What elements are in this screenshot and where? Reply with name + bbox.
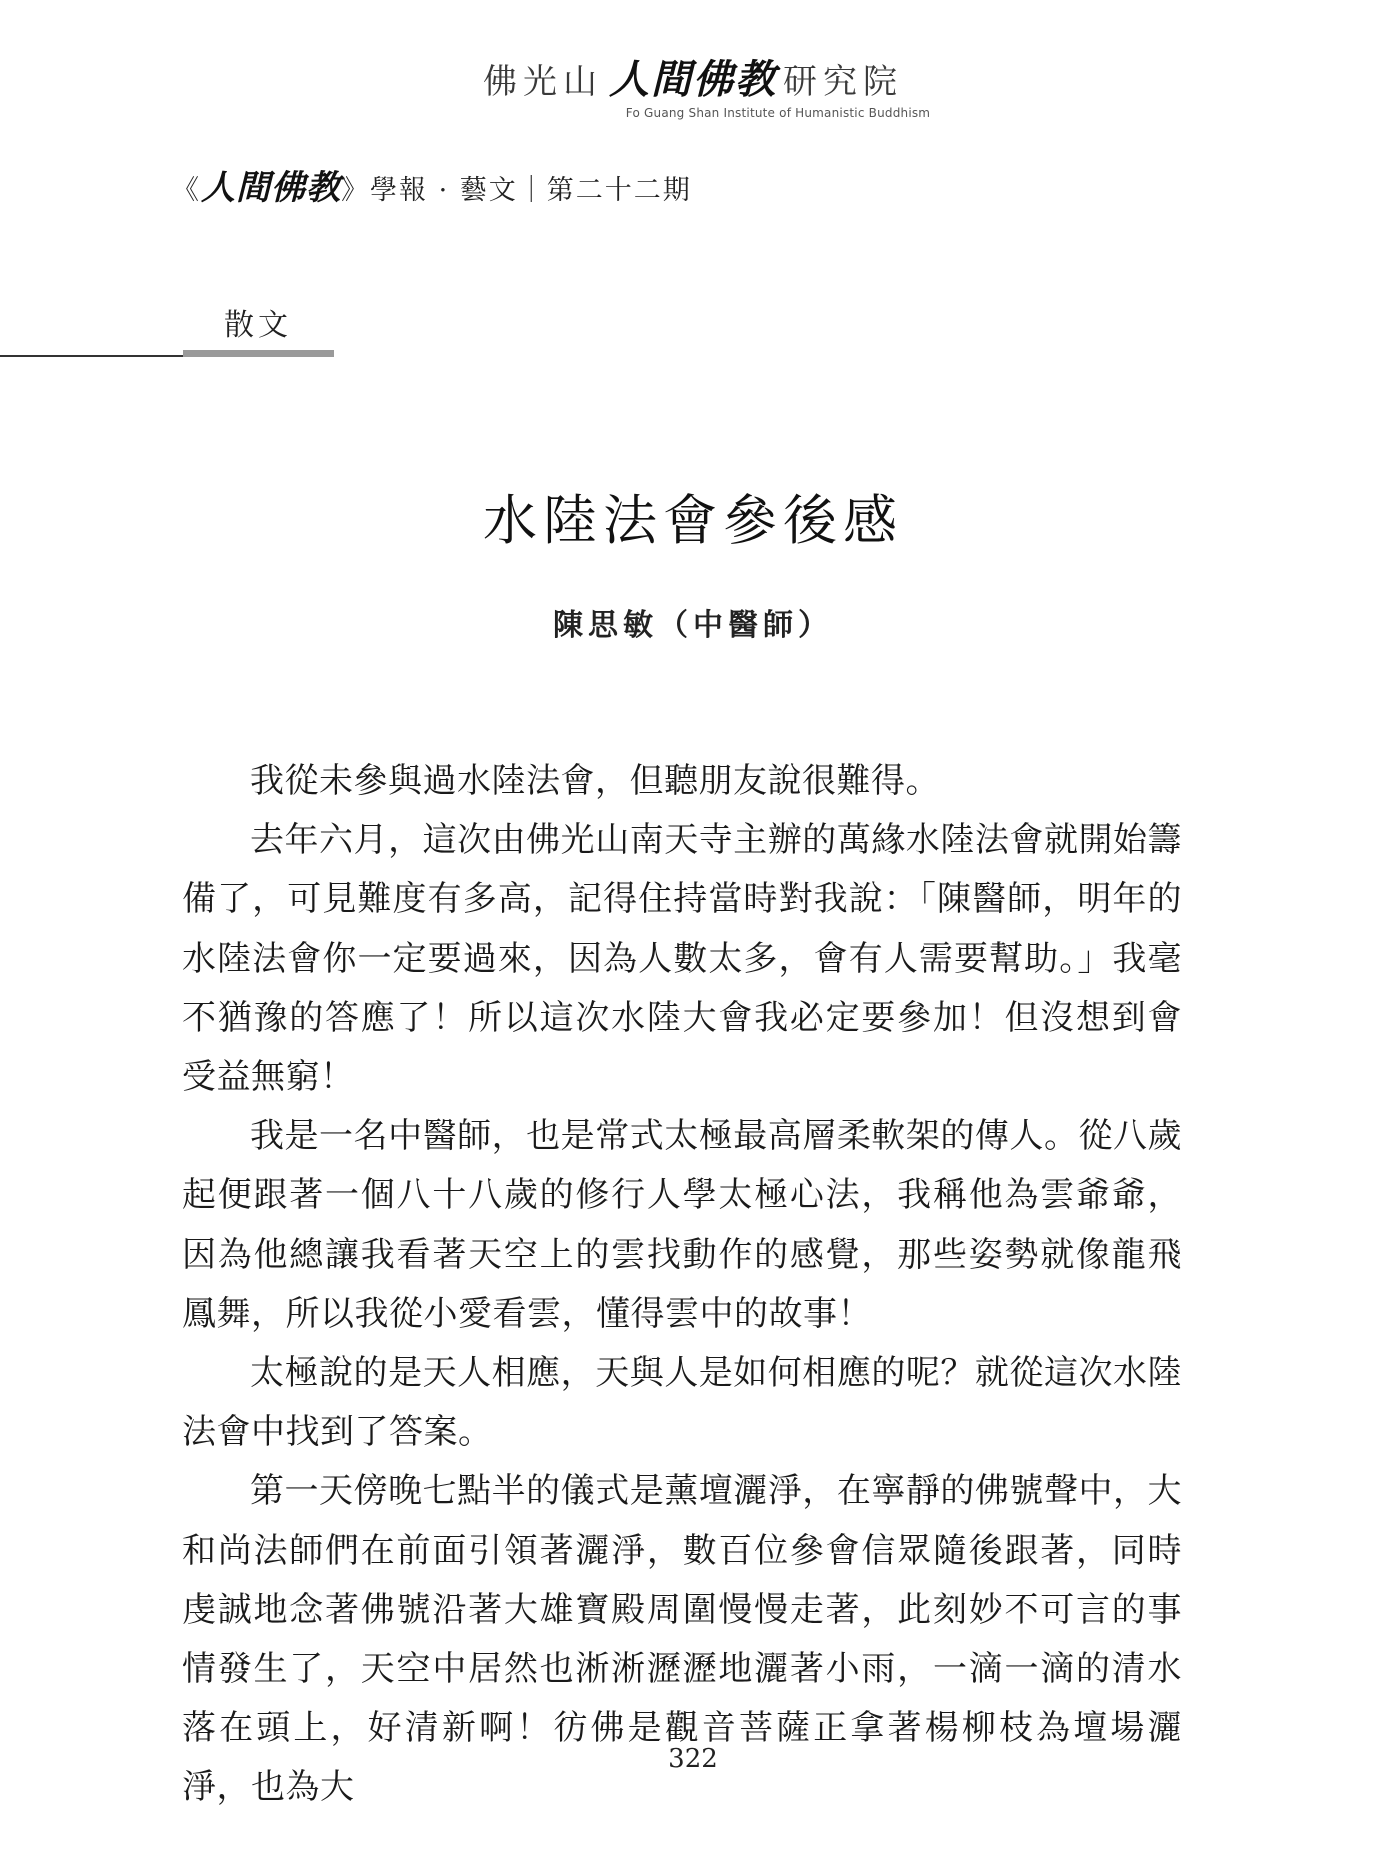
journal-open-bracket: 《 xyxy=(172,175,201,206)
journal-running-head xyxy=(172,160,692,209)
article-body xyxy=(182,752,1182,1818)
institute-english-name: Fo Guang Shan Institute of Humanistic Buddhism xyxy=(625,106,931,120)
institute-suffix: 研究院 xyxy=(783,62,903,102)
journal-brand: 人間佛教 xyxy=(201,168,341,208)
institute-header xyxy=(0,58,1386,120)
article-title: 水陸法會參後感 xyxy=(483,489,903,552)
institute-brand-logo: 人間佛教 xyxy=(609,56,777,103)
article-author: 陳思敏（中醫師） xyxy=(553,608,833,643)
paragraph: 太極說的是天人相應，天與人是如何相應的呢？就從這次水陸法會中找到了答案。 xyxy=(182,1353,1182,1453)
journal-issue: 》學報 · 藝文｜第二十二期 xyxy=(341,175,692,206)
institute-name xyxy=(0,58,1386,104)
paragraph: 我是一名中醫師，也是常式太極最高層柔軟架的傳人。從八歲起便跟著一個八十八歲的修行人學太極心法，我稱他為雲爺爺，因為他總讓我看著天空上的雲找動作的感覺，那些姿勢就像龍飛鳳舞，所以我從小愛看雲，懂得雲中的故事！ xyxy=(182,1116,1182,1334)
institute-prefix: 佛光山 xyxy=(483,62,603,102)
paragraph: 第一天傍晚七點半的儀式是薰壇灑淨，在寧靜的佛號聲中，大和尚法師們在前面引領著灑淨，數百位參會信眾隨後跟著，同時虔誠地念著佛號沿著大雄寶殿周圍慢慢走著，此刻妙不可言的事情發生了，天空中居然也淅淅瀝瀝地灑著小雨，一滴一滴的清水落在頭上，好清新啊！彷佛是觀音菩薩正拿著楊柳枝為壇場灑淨，也為大 xyxy=(182,1471,1182,1808)
paragraph: 我從未參與過水陸法會，但聽朋友說很難得。 xyxy=(250,761,940,801)
section-label: 散文 xyxy=(224,308,292,343)
section-divider-accent xyxy=(183,350,334,357)
paragraph: 去年六月，這次由佛光山南天寺主辦的萬緣水陸法會就開始籌備了，可見難度有多高，記得住持當時對我說：「陳醫師，明年的水陸法會你一定要過來，因為人數太多，會有人需要幫助。」我毫不猶豫的答應了！所以這次水陸大會我必定要參加！但沒想到會受益無窮！ xyxy=(182,820,1182,1098)
page-number: 322 xyxy=(668,1744,718,1774)
